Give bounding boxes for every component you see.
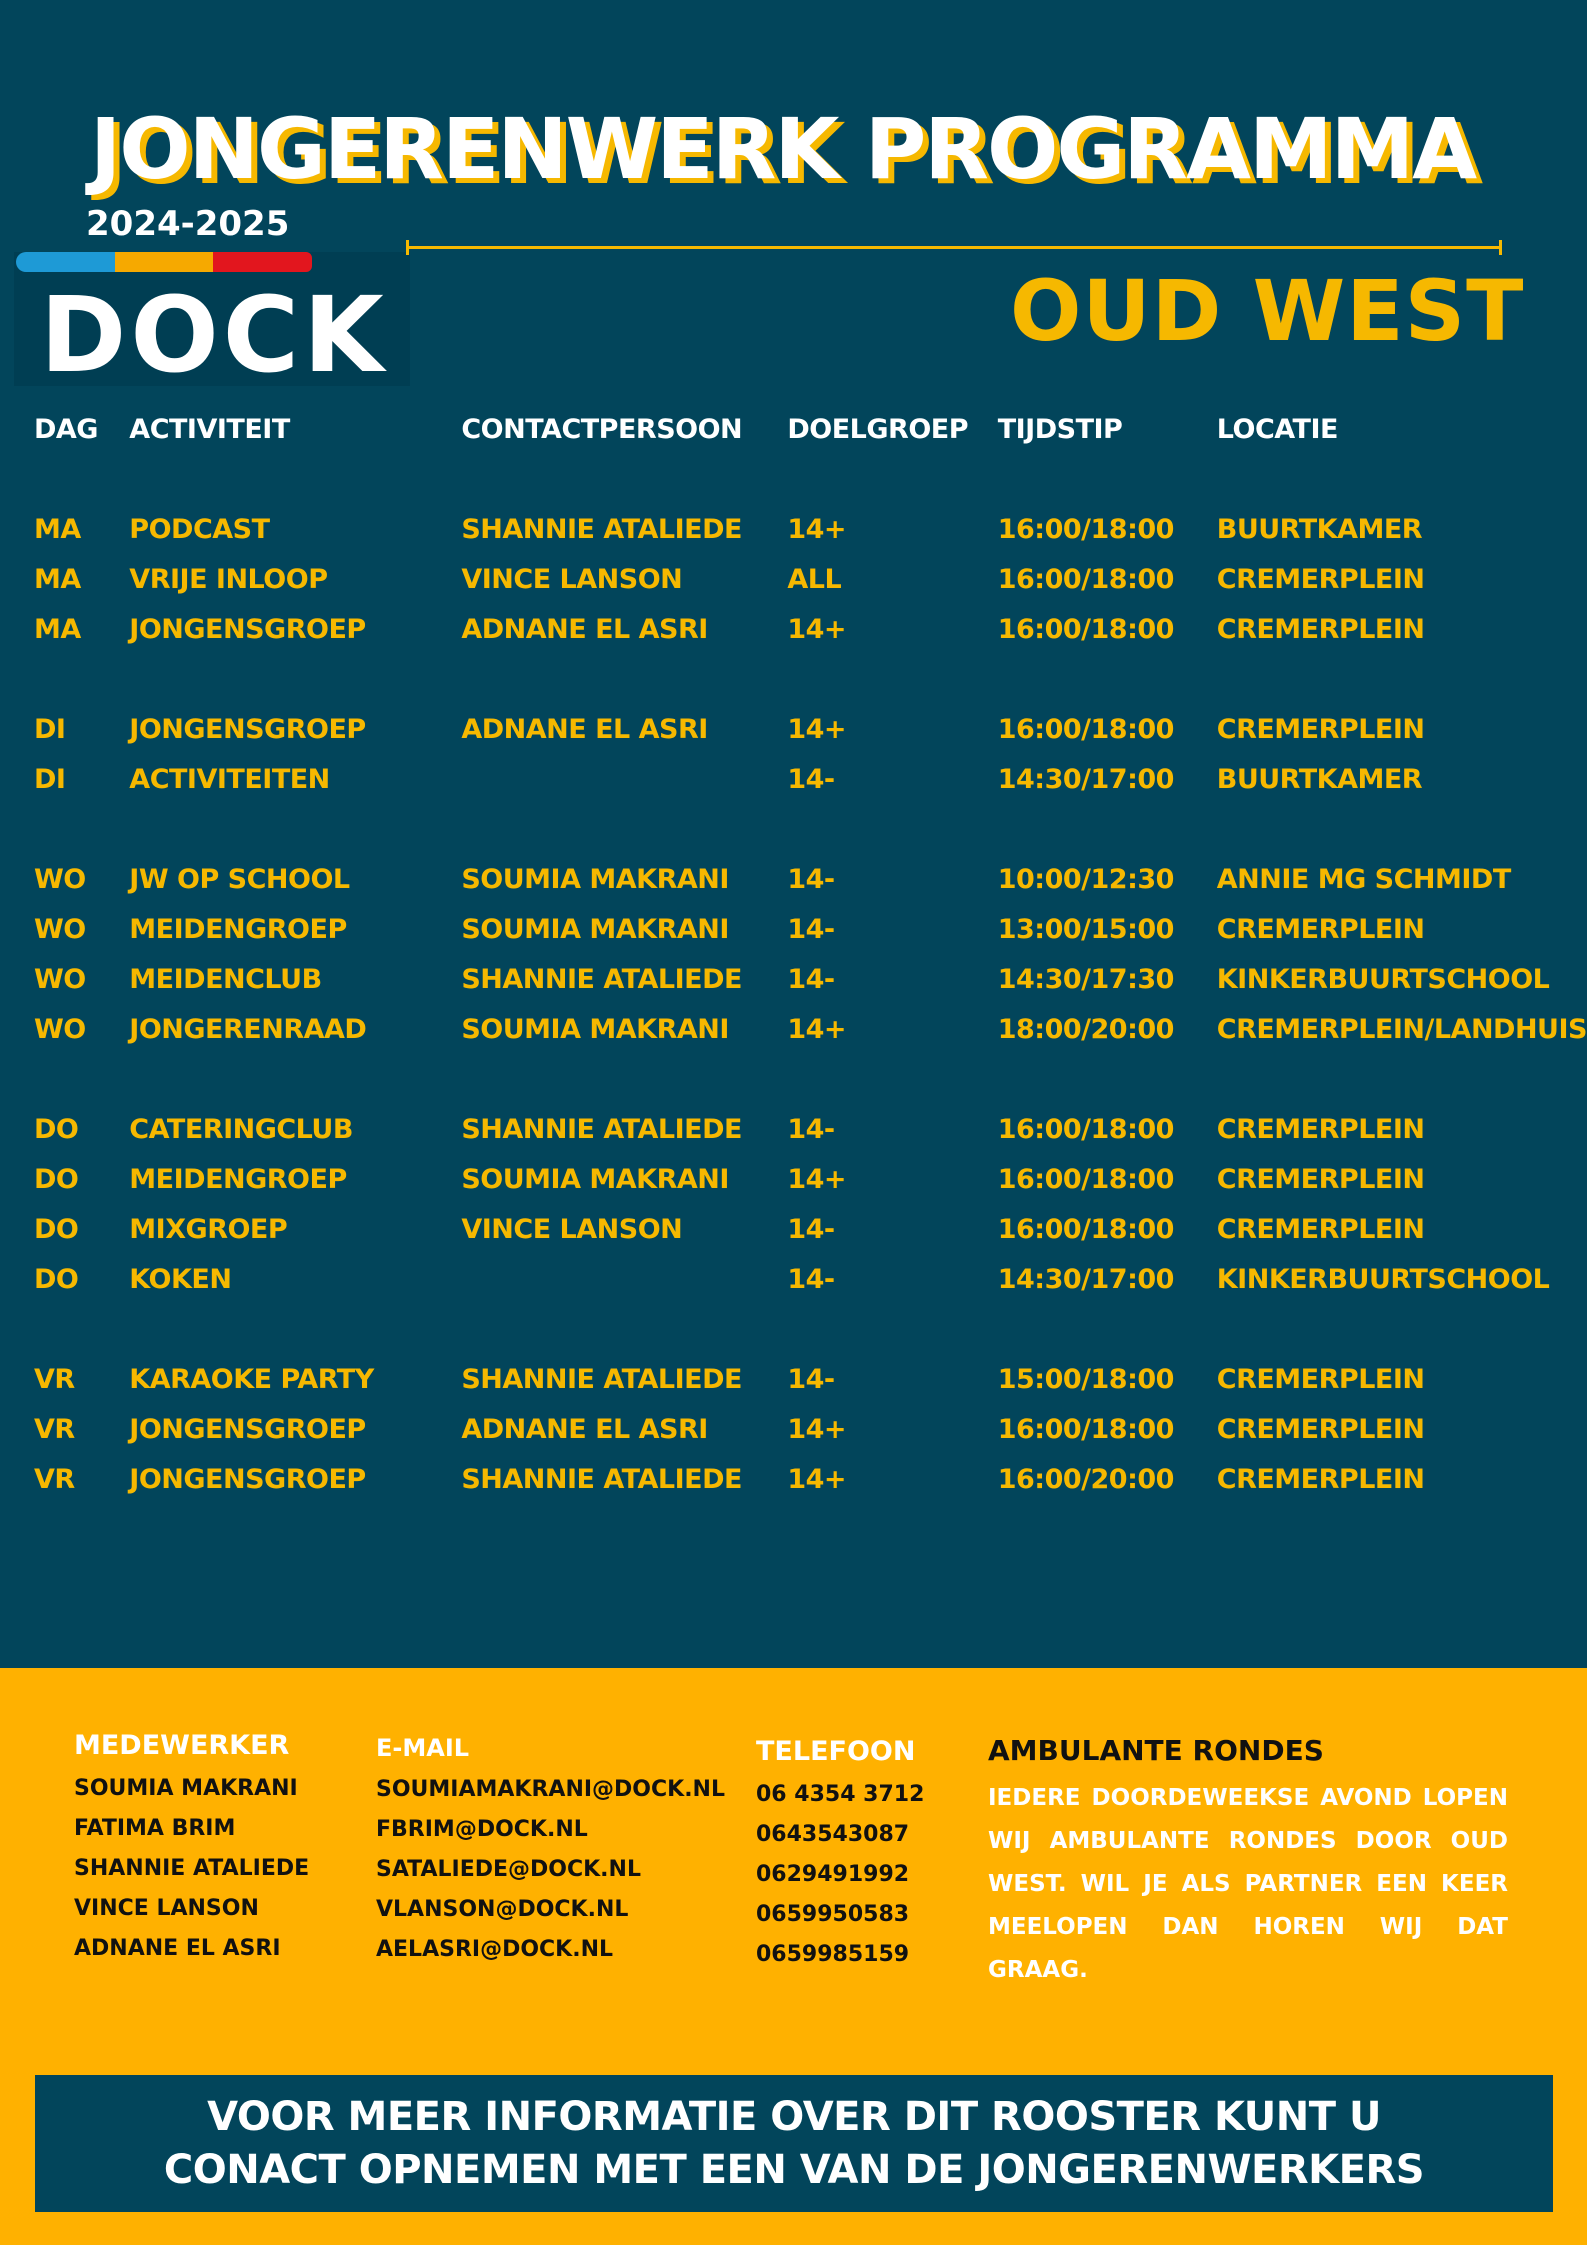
schedule-table	[34, 414, 1587, 1514]
cell-dag: DO	[34, 1164, 79, 1195]
title-divider	[406, 246, 1502, 249]
header-locatie: LOCATIE	[1216, 414, 1338, 445]
cell-contactpersoon: ADNANE EL ASRI	[461, 1414, 708, 1445]
header-tijdstip: TIJDSTIP	[997, 414, 1123, 445]
cell-contactpersoon	[461, 764, 787, 814]
cell-activiteit: CATERINGCLUB	[129, 1114, 353, 1145]
telefoon-heading: TELEFOON	[756, 1736, 916, 1767]
cell-activiteit: JONGENSGROEP	[129, 714, 366, 745]
cell-tijdstip: 16:00/18:00	[997, 514, 1174, 545]
phone-number[interactable]: 0643543087	[756, 1822, 910, 1847]
cell-doelgroep: 14-	[787, 1114, 835, 1145]
group-spacer	[34, 1314, 1587, 1364]
cell-doelgroep: 14+	[787, 1164, 847, 1195]
cell-contactpersoon: SOUMIA MAKRANI	[461, 864, 729, 895]
header-dag: DAG	[34, 414, 98, 445]
cell-dag: DO	[34, 1114, 79, 1145]
cell-doelgroep: 14-	[787, 864, 835, 895]
email-column	[376, 1734, 725, 1970]
cell-locatie: KINKERBUURTSCHOOL	[1216, 964, 1550, 995]
medewerker-column	[74, 1730, 309, 1969]
cell-contactpersoon: SOUMIA MAKRANI	[461, 914, 729, 945]
cell-locatie: CREMERPLEIN	[1216, 1214, 1425, 1245]
header-doelgroep: DOELGROEP	[787, 414, 969, 445]
cell-dag: WO	[34, 914, 86, 945]
table-row	[34, 864, 1587, 914]
cell-locatie: CREMERPLEIN	[1216, 714, 1425, 745]
cell-tijdstip: 16:00/18:00	[997, 714, 1174, 745]
group-spacer	[34, 814, 1587, 864]
table-row	[34, 1114, 1587, 1164]
cell-doelgroep: 14-	[787, 964, 835, 995]
email-link[interactable]: AELASRI@DOCK.NL	[376, 1937, 614, 1962]
area-title: OUD WEST	[1010, 262, 1525, 360]
cell-tijdstip: 16:00/20:00	[997, 1464, 1174, 1495]
cell-contactpersoon: ADNANE EL ASRI	[461, 614, 708, 645]
cell-dag: WO	[34, 1014, 86, 1045]
cell-activiteit: MEIDENGROEP	[129, 1164, 347, 1195]
cell-tijdstip: 14:30/17:00	[997, 764, 1174, 795]
spacer-cell	[34, 1314, 1587, 1364]
cell-doelgroep: 14+	[787, 1464, 847, 1495]
cell-contactpersoon: SOUMIA MAKRANI	[461, 1014, 729, 1045]
cell-tijdstip: 16:00/18:00	[997, 1114, 1174, 1145]
table-row	[34, 764, 1587, 814]
cell-contactpersoon	[461, 1264, 787, 1314]
cell-doelgroep: 14-	[787, 1214, 835, 1245]
spacer-cell	[34, 464, 1587, 514]
spacer-cell	[34, 814, 1587, 864]
spacer-cell	[34, 664, 1587, 714]
cell-tijdstip: 15:00/18:00	[997, 1364, 1174, 1395]
cell-doelgroep: 14+	[787, 1414, 847, 1445]
cell-locatie: CREMERPLEIN	[1216, 1114, 1425, 1145]
table-row	[34, 514, 1587, 564]
cell-doelgroep: 14+	[787, 614, 847, 645]
cell-doelgroep: 14-	[787, 914, 835, 945]
cell-tijdstip: 16:00/18:00	[997, 614, 1174, 645]
cell-dag: MA	[34, 564, 81, 595]
cell-doelgroep: 14-	[787, 1264, 835, 1295]
table-row	[34, 1164, 1587, 1214]
cell-locatie: CREMERPLEIN/LANDHUIS	[1216, 1014, 1587, 1045]
cell-tijdstip: 18:00/20:00	[997, 1014, 1174, 1045]
email-link[interactable]: VLANSON@DOCK.NL	[376, 1897, 629, 1922]
cell-contactpersoon: VINCE LANSON	[461, 564, 683, 595]
cell-doelgroep: ALL	[787, 564, 842, 595]
header-activiteit: ACTIVITEIT	[129, 414, 290, 445]
email-link[interactable]: FBRIM@DOCK.NL	[376, 1817, 588, 1842]
table-row	[34, 714, 1587, 764]
table-row	[34, 1264, 1587, 1314]
cell-activiteit: JW OP SCHOOL	[129, 864, 350, 895]
email-heading: E-MAIL	[376, 1734, 470, 1762]
medewerker-name: FATIMA BRIM	[74, 1816, 236, 1841]
cell-doelgroep: 14-	[787, 1364, 835, 1395]
dock-logo	[14, 252, 410, 396]
table-row	[34, 564, 1587, 614]
table-row	[34, 914, 1587, 964]
cell-activiteit: JONGENSGROEP	[129, 1464, 366, 1495]
cell-locatie: BUURTKAMER	[1216, 764, 1423, 795]
medewerker-heading: MEDEWERKER	[74, 1730, 290, 1761]
telefoon-column	[756, 1736, 924, 1975]
cell-doelgroep: 14+	[787, 1014, 847, 1045]
cell-tijdstip: 13:00/15:00	[997, 914, 1174, 945]
cell-locatie: CREMERPLEIN	[1216, 1364, 1425, 1395]
cell-tijdstip: 16:00/18:00	[997, 1214, 1174, 1245]
cell-contactpersoon: SHANNIE ATALIEDE	[461, 1464, 742, 1495]
cell-locatie: CREMERPLEIN	[1216, 564, 1425, 595]
cell-contactpersoon: SOUMIA MAKRANI	[461, 1164, 729, 1195]
cell-tijdstip: 14:30/17:00	[997, 1264, 1174, 1295]
cell-dag: WO	[34, 964, 86, 995]
cell-dag: VR	[34, 1414, 75, 1445]
medewerker-name: SHANNIE ATALIEDE	[74, 1856, 310, 1881]
cell-dag: MA	[34, 614, 81, 645]
cell-dag: DI	[34, 714, 66, 745]
cell-locatie: KINKERBUURTSCHOOL	[1216, 1264, 1550, 1295]
year-label: 2024-2025	[86, 204, 290, 244]
logo-stripe-blue	[16, 252, 115, 272]
cell-tijdstip: 10:00/12:30	[997, 864, 1174, 895]
ambulant-heading: AMBULANTE RONDES	[988, 1734, 1324, 1767]
cell-locatie: CREMERPLEIN	[1216, 914, 1425, 945]
cell-contactpersoon: ADNANE EL ASRI	[461, 714, 708, 745]
cell-contactpersoon: SHANNIE ATALIEDE	[461, 964, 742, 995]
logo-stripes	[16, 252, 312, 272]
table-header-row	[34, 414, 1587, 464]
logo-text: DOCK	[40, 274, 388, 396]
cell-dag: MA	[34, 514, 81, 545]
group-spacer	[34, 464, 1587, 514]
cell-activiteit: PODCAST	[129, 514, 270, 545]
cell-activiteit: KARAOKE PARTY	[129, 1364, 374, 1395]
cell-activiteit: JONGENSGROEP	[129, 614, 366, 645]
logo-stripe-orange	[115, 252, 214, 272]
cell-tijdstip: 16:00/18:00	[997, 564, 1174, 595]
table-row	[34, 964, 1587, 1014]
cell-tijdstip: 16:00/18:00	[997, 1414, 1174, 1445]
cell-dag: VR	[34, 1364, 75, 1395]
table-row	[34, 1414, 1587, 1464]
group-spacer	[34, 1064, 1587, 1114]
cell-activiteit: MEIDENGROEP	[129, 914, 347, 945]
cell-dag: WO	[34, 864, 86, 895]
cell-activiteit: JONGENSGROEP	[129, 1414, 366, 1445]
medewerker-name: ADNANE EL ASRI	[74, 1936, 281, 1961]
banner-line-2: CONACT OPNEMEN MET EEN VAN DE JONGERENWERKERS	[163, 2146, 1425, 2193]
group-spacer	[34, 664, 1587, 714]
cell-contactpersoon: SHANNIE ATALIEDE	[461, 1364, 742, 1395]
cell-activiteit: KOKEN	[129, 1264, 232, 1295]
ambulant-column	[988, 1734, 1508, 1992]
cell-activiteit: ACTIVITEITEN	[129, 764, 330, 795]
phone-number[interactable]: 06 4354 3712	[756, 1782, 925, 1807]
cell-locatie: CREMERPLEIN	[1216, 1414, 1425, 1445]
cell-contactpersoon: VINCE LANSON	[461, 1214, 683, 1245]
phone-number[interactable]: 0659950583	[756, 1902, 910, 1927]
medewerker-name: SOUMIA MAKRANI	[74, 1776, 298, 1801]
header-contactpersoon: CONTACTPERSOON	[461, 414, 743, 445]
cell-tijdstip: 14:30/17:30	[997, 964, 1174, 995]
cell-locatie: CREMERPLEIN	[1216, 1464, 1425, 1495]
cell-activiteit: VRIJE INLOOP	[129, 564, 328, 595]
cell-locatie: ANNIE MG SCHMIDT	[1216, 864, 1511, 895]
phone-number[interactable]: 0629491992	[756, 1862, 910, 1887]
cell-dag: DO	[34, 1264, 79, 1295]
table-row	[34, 1464, 1587, 1514]
table-row	[34, 1014, 1587, 1064]
cell-contactpersoon: SHANNIE ATALIEDE	[461, 514, 742, 545]
email-link[interactable]: SOUMIAMAKRANI@DOCK.NL	[376, 1777, 725, 1802]
cell-activiteit: JONGERENRAAD	[129, 1014, 367, 1045]
cell-doelgroep: 14-	[787, 764, 835, 795]
cell-dag: DI	[34, 764, 66, 795]
cell-locatie: BUURTKAMER	[1216, 514, 1423, 545]
schedule-body	[34, 464, 1587, 1514]
cell-locatie: CREMERPLEIN	[1216, 1164, 1425, 1195]
banner-line-1: VOOR MEER INFORMATIE OVER DIT ROOSTER KUNT U	[207, 2093, 1381, 2140]
email-link[interactable]: SATALIEDE@DOCK.NL	[376, 1857, 641, 1882]
cell-doelgroep: 14+	[787, 714, 847, 745]
cell-dag: DO	[34, 1214, 79, 1245]
medewerker-name: VINCE LANSON	[74, 1896, 259, 1921]
phone-number[interactable]: 0659985159	[756, 1942, 910, 1967]
table-row	[34, 1214, 1587, 1264]
cell-activiteit: MEIDENCLUB	[129, 964, 322, 995]
spacer-cell	[34, 1064, 1587, 1114]
cell-tijdstip: 16:00/18:00	[997, 1164, 1174, 1195]
logo-stripe-red	[213, 252, 312, 272]
info-banner	[35, 2075, 1553, 2212]
cell-doelgroep: 14+	[787, 514, 847, 545]
cell-locatie: CREMERPLEIN	[1216, 614, 1425, 645]
cell-activiteit: MIXGROEP	[129, 1214, 288, 1245]
ambulant-text: IEDERE DOORDEWEEKSE AVOND LOPEN WIJ AMBULANTE RONDES DOOR OUD WEST. WIL JE ALS PARTNER EEN KEER MEELOPEN DAN HOREN WIJ DAT GRAAG.	[988, 1785, 1508, 1983]
cell-dag: VR	[34, 1464, 75, 1495]
table-row	[34, 1364, 1587, 1414]
cell-contactpersoon: SHANNIE ATALIEDE	[461, 1114, 742, 1145]
page-title: JONGERENWERK PROGRAMMA	[90, 100, 1476, 198]
table-row	[34, 614, 1587, 664]
